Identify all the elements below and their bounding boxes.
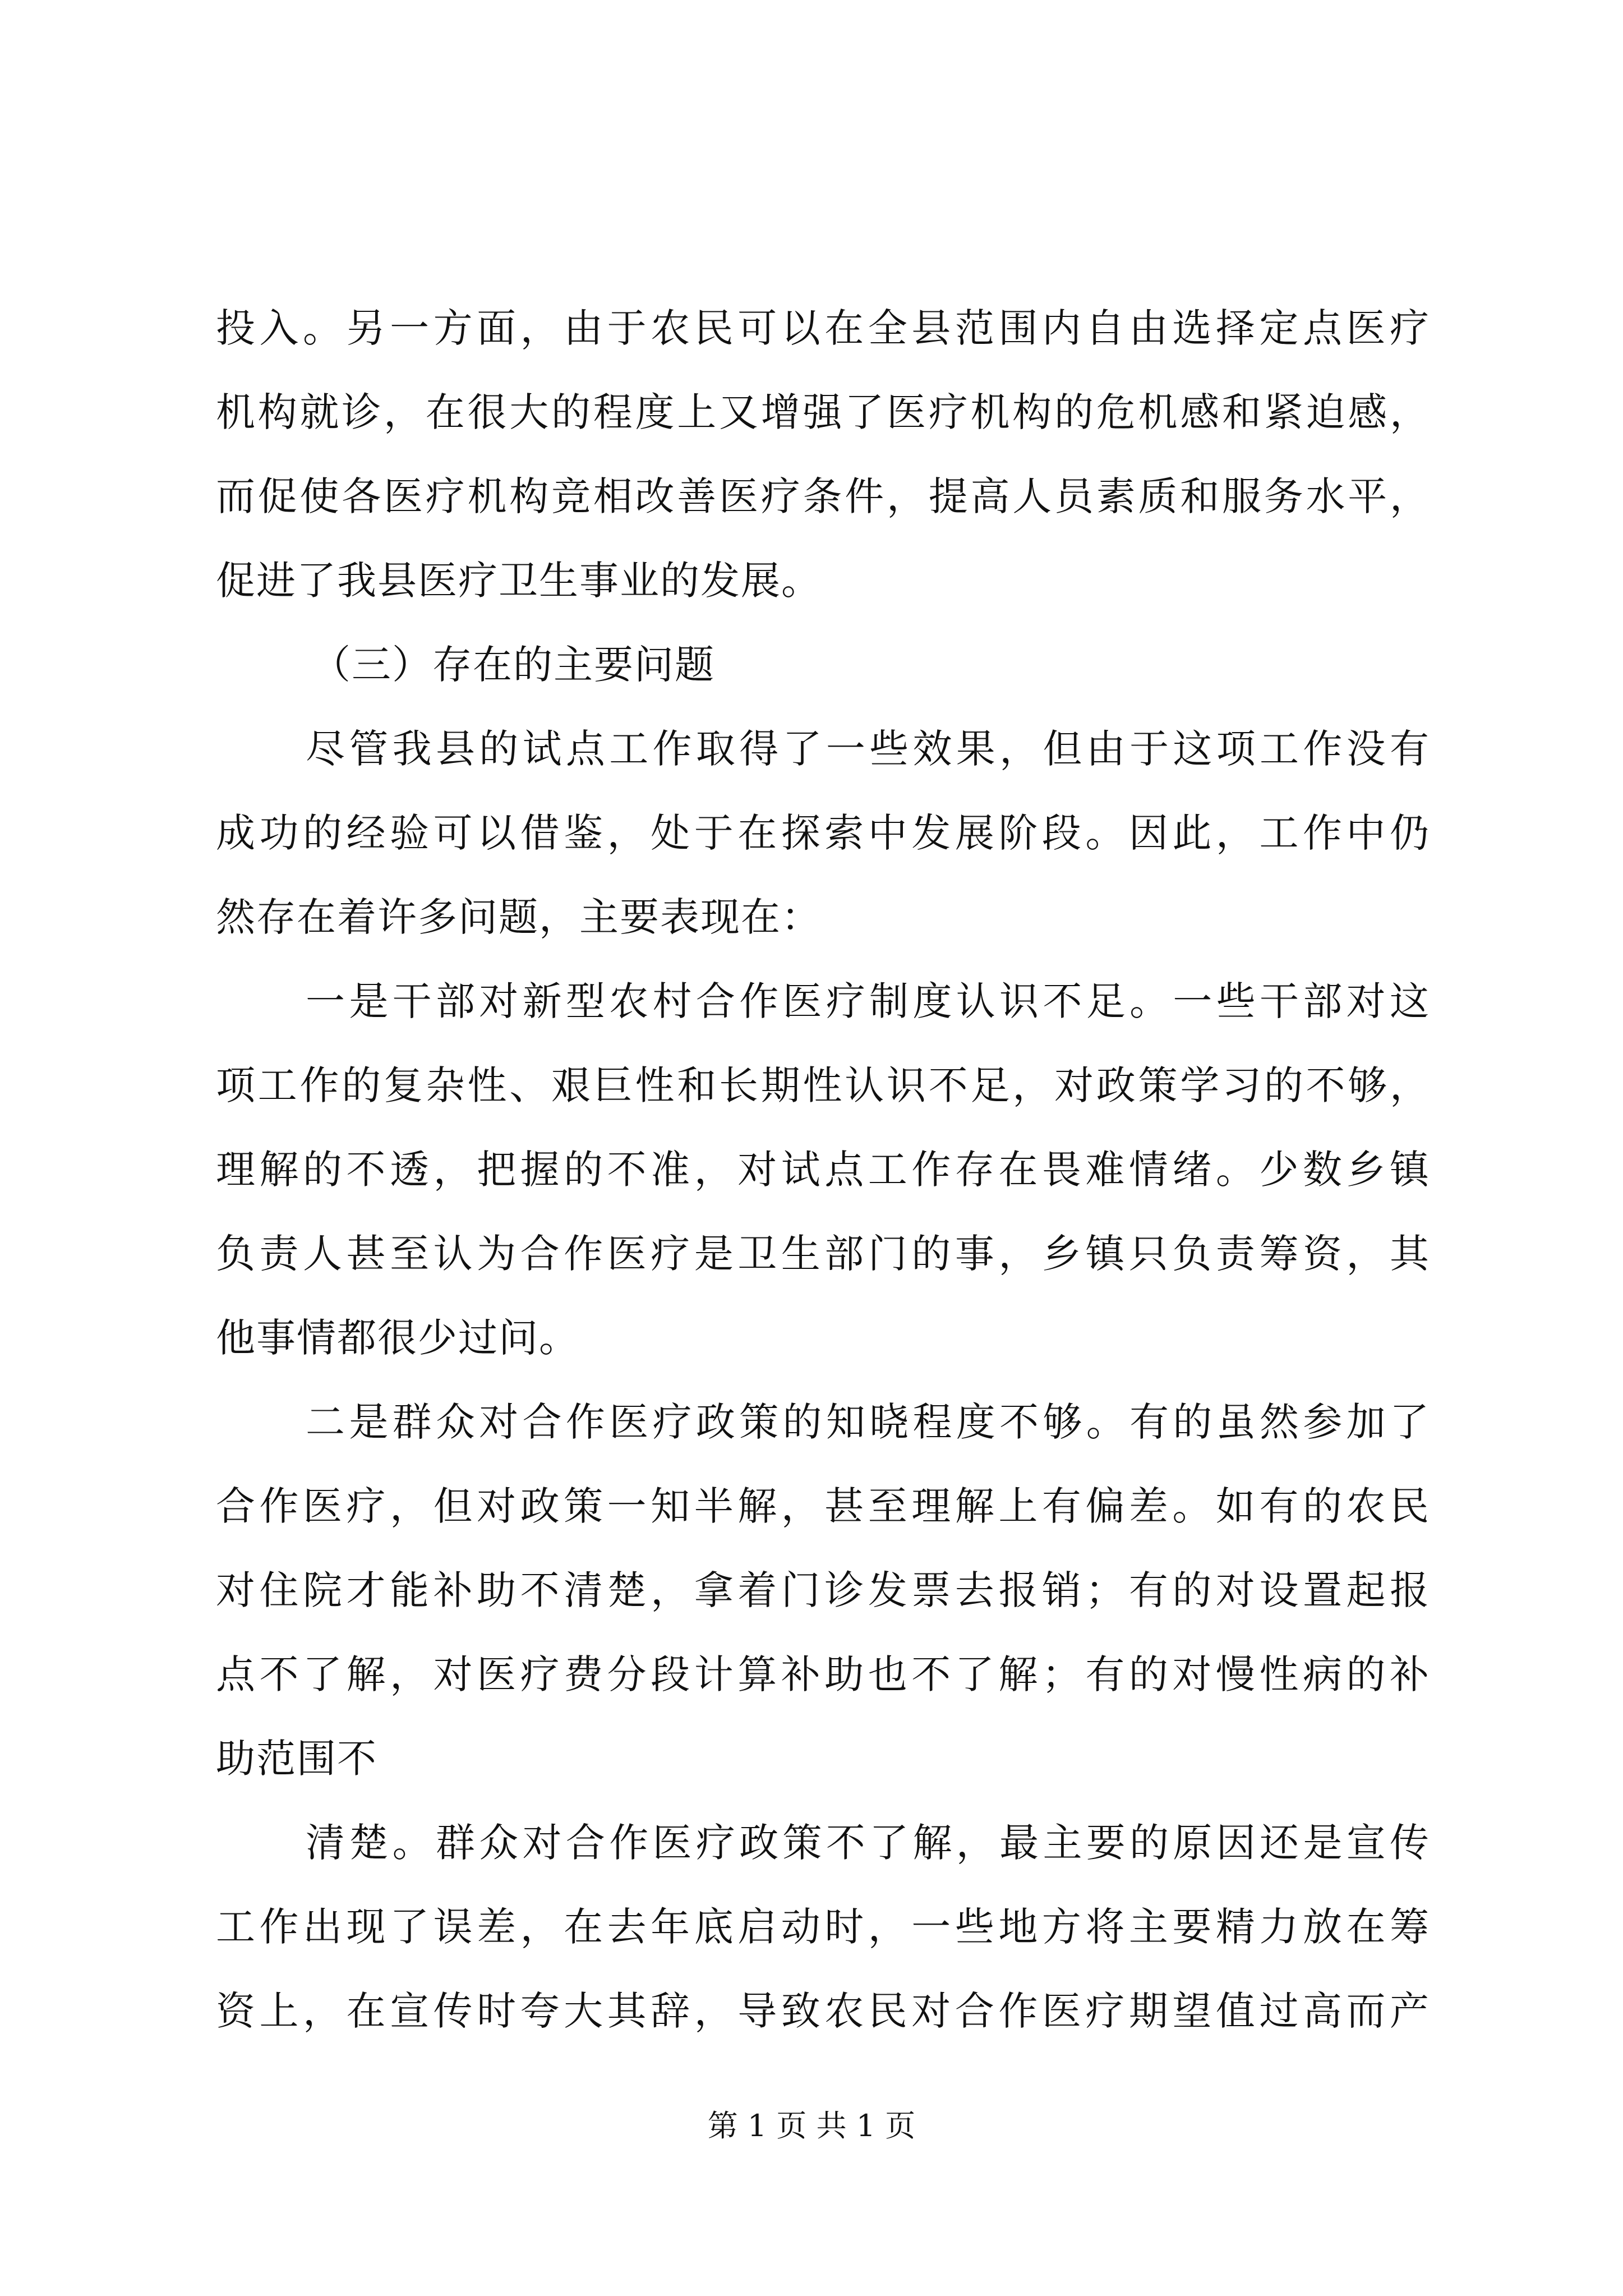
paragraph-line: 工作出现了误差，在去年底启动时，一些地方将主要精力放在筹 bbox=[216, 1904, 1430, 1950]
paragraph-line: 负责人甚至认为合作医疗是卫生部门的事，乡镇只负责筹资，其 bbox=[216, 1231, 1430, 1277]
paragraph-line: 尽管我县的试点工作取得了一些效果，但由于这项工作没有 bbox=[306, 726, 1430, 772]
paragraph-line: 合作医疗，但对政策一知半解，甚至理解上有偏差。如有的农民 bbox=[216, 1483, 1430, 1529]
page-footer: 第 1 页 共 1 页 bbox=[707, 2108, 916, 2143]
paragraph-line: 点不了解，对医疗费分段计算补助也不了解；有的对慢性病的补 bbox=[216, 1651, 1430, 1697]
paragraph-line: 而促使各医疗机构竞相改善医疗条件，提高人员素质和服务水平， bbox=[216, 473, 1430, 519]
section-heading: （三）存在的主要问题 bbox=[311, 642, 715, 688]
paragraph-line: 成功的经验可以借鉴，处于在探索中发展阶段。因此，工作中仍 bbox=[216, 810, 1430, 856]
paragraph-line: 项工作的复杂性、艰巨性和长期性认识不足，对政策学习的不够， bbox=[216, 1062, 1430, 1108]
paragraph-line: 二是群众对合作医疗政策的知晓程度不够。有的虽然参加了 bbox=[306, 1399, 1430, 1445]
paragraph-line: 投入。另一方面，由于农民可以在全县范围内自由选择定点医疗 bbox=[216, 305, 1430, 351]
paragraph-line: 理解的不透，把握的不准，对试点工作存在畏难情绪。少数乡镇 bbox=[216, 1147, 1430, 1193]
paragraph-line: 资上，在宣传时夸大其辞，导致农民对合作医疗期望值过高而产 bbox=[216, 1988, 1430, 2034]
paragraph-line: 清楚。群众对合作医疗政策不了解，最主要的原因还是宣传 bbox=[306, 1820, 1430, 1866]
paragraph-line: 他事情都很少过问。 bbox=[216, 1315, 579, 1361]
paragraph-line: 机构就诊，在很大的程度上又增强了医疗机构的危机感和紧迫感， bbox=[216, 389, 1430, 435]
paragraph-line: 助范围不 bbox=[216, 1736, 377, 1782]
paragraph-line: 一是干部对新型农村合作医疗制度认识不足。一些干部对这 bbox=[306, 978, 1430, 1024]
paragraph-line: 对住院才能补助不清楚，拿着门诊发票去报销；有的对设置起报 bbox=[216, 1567, 1430, 1613]
paragraph-line: 促进了我县医疗卫生事业的发展。 bbox=[216, 558, 822, 604]
paragraph-line: 然存在着许多问题，主要表现在： bbox=[216, 894, 822, 940]
